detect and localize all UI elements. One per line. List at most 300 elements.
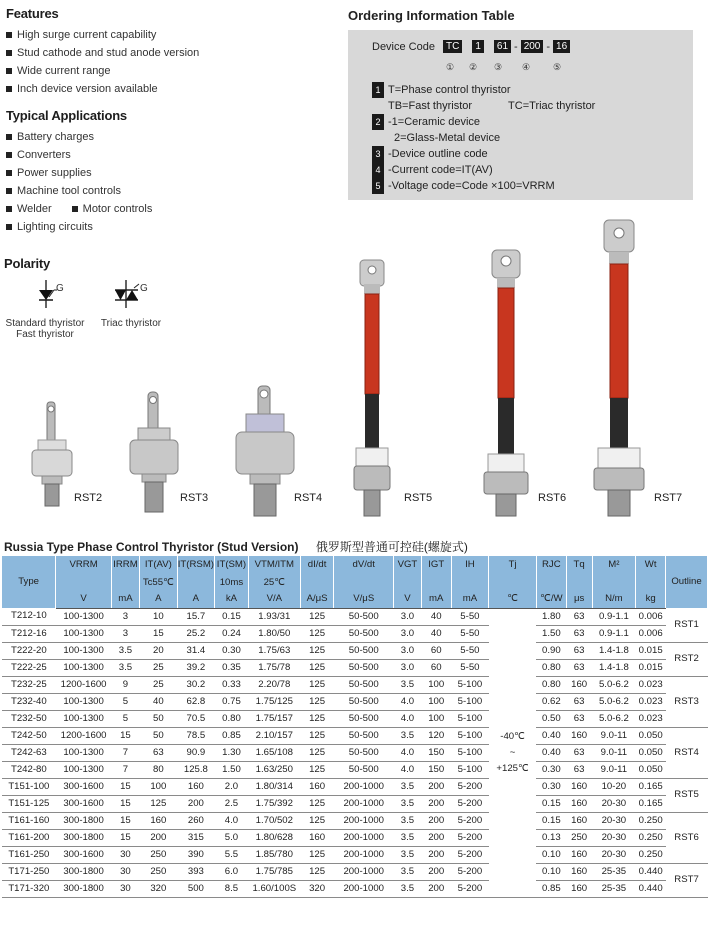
table-cell: 125 <box>300 710 334 727</box>
table-cell: 125 <box>300 693 334 710</box>
table-cell: 80 <box>139 761 177 778</box>
table-cell: 10-20 <box>592 778 636 795</box>
table-cell: 0.10 <box>536 863 566 880</box>
outline-cell: RST7 <box>666 863 708 897</box>
list-item: Power supplies <box>6 164 336 182</box>
table-row <box>2 693 708 710</box>
table-cell: 160 <box>566 880 592 897</box>
table-cell: 3.5 <box>394 863 422 880</box>
outline-cell: RST2 <box>666 642 708 676</box>
list-item: High surge current capability <box>6 26 336 44</box>
table-cell: 9 <box>111 676 139 693</box>
table-cell: 5-200 <box>451 863 489 880</box>
table-cell: 125 <box>300 744 334 761</box>
bullet-icon <box>6 134 12 140</box>
table-cell: 200 <box>421 846 451 863</box>
column-header: VTM/ITM <box>248 556 300 574</box>
table-cell: 50-500 <box>334 659 394 676</box>
table-cell: 125 <box>300 846 334 863</box>
table-cell: 20 <box>139 642 177 659</box>
table-cell: 100-1300 <box>56 659 112 676</box>
table-cell: 0.440 <box>636 863 666 880</box>
table-cell: 120 <box>421 727 451 744</box>
column-header: Wt <box>636 556 666 574</box>
table-cell: 3.5 <box>394 795 422 812</box>
applications-list <box>6 128 336 236</box>
table-cell: 15 <box>111 778 139 795</box>
table-cell: 1.30 <box>215 744 249 761</box>
table-cell: 200-1000 <box>334 863 394 880</box>
table-cell: 125 <box>300 659 334 676</box>
table-cell: 9.0-11 <box>592 744 636 761</box>
table-cell: 4.0 <box>394 693 422 710</box>
table-cell: 0.90 <box>536 642 566 659</box>
table-cell: 300-1600 <box>56 795 112 812</box>
type-header: Type <box>2 556 56 608</box>
table-cell: 100 <box>421 710 451 727</box>
list-item: Wide current range <box>6 62 336 80</box>
table-cell: 1.70/502 <box>248 812 300 829</box>
table-cell: 500 <box>177 880 214 897</box>
table-cell: 0.165 <box>636 795 666 812</box>
table-cell: 1.75/392 <box>248 795 300 812</box>
table-cell: 0.10 <box>536 846 566 863</box>
type-cell: T151-125 <box>2 795 56 812</box>
table-cell: 0.006 <box>636 625 666 642</box>
table-cell: 5.0 <box>215 829 249 846</box>
bullet-icon <box>6 206 12 212</box>
unit-header: mA <box>111 591 139 608</box>
table-cell: 0.023 <box>636 693 666 710</box>
table-cell: 50 <box>139 710 177 727</box>
legend-line: 3 -Device outline code <box>372 146 595 162</box>
list-item: Battery charges <box>6 128 336 146</box>
table-cell: 40 <box>139 693 177 710</box>
features-list <box>6 26 336 98</box>
unit-header: mA <box>421 591 451 608</box>
rst4-label: RST4 <box>294 492 323 504</box>
outline-header: Outline <box>666 556 708 608</box>
table-cell: 3.0 <box>394 642 422 659</box>
table-cell: 90.9 <box>177 744 214 761</box>
type-cell: T212-10 <box>2 608 56 625</box>
bullet-icon <box>72 206 78 212</box>
table-cell: 0.30 <box>215 642 249 659</box>
table-cell: 1.65/108 <box>248 744 300 761</box>
table-cell: 9.0-11 <box>592 727 636 744</box>
table-cell: 25 <box>139 676 177 693</box>
table-cell: 5-100 <box>451 727 489 744</box>
rst2-label: RST2 <box>74 492 103 504</box>
table-cell: 160 <box>566 778 592 795</box>
circle-number: ① <box>446 62 455 72</box>
table-cell: 1.4-1.8 <box>592 659 636 676</box>
table-cell: 15 <box>111 795 139 812</box>
table-cell: 150 <box>421 744 451 761</box>
table-cell: 39.2 <box>177 659 214 676</box>
table-cell: 125 <box>300 727 334 744</box>
table-cell: 1.63/250 <box>248 761 300 778</box>
circle-number: ③ <box>494 62 503 72</box>
table-row <box>2 880 708 897</box>
table-cell: 300-1600 <box>56 778 112 795</box>
table-cell: 0.023 <box>636 676 666 693</box>
standard-thyristor-label: Standard thyristor Fast thyristor <box>5 318 85 340</box>
table-cell: 3.5 <box>394 676 422 693</box>
table-title: Russia Type Phase Control Thyristor (Stud Version) 俄罗斯型普通可控硅(螺旋式) <box>4 540 468 554</box>
table-cell: 0.015 <box>636 642 666 659</box>
table-cell: 5-100 <box>451 710 489 727</box>
bullet-icon <box>6 50 12 56</box>
code-box: 16 <box>553 40 570 53</box>
list-item: Inch device version available <box>6 80 336 98</box>
table-cell: 100 <box>421 676 451 693</box>
table-cell: 0.165 <box>636 778 666 795</box>
type-cell: T171-250 <box>2 863 56 880</box>
table-cell: 0.15 <box>215 608 249 625</box>
outline-cell: RST1 <box>666 608 708 642</box>
table-cell: 8.5 <box>215 880 249 897</box>
table-row <box>2 710 708 727</box>
type-cell: T171-320 <box>2 880 56 897</box>
ordering-legend <box>372 82 595 194</box>
table-cell: 0.15 <box>536 812 566 829</box>
table-cell: 125 <box>300 676 334 693</box>
table-cell: 40 <box>421 608 451 625</box>
table-cell: 0.33 <box>215 676 249 693</box>
table-cell: 1.75/125 <box>248 693 300 710</box>
table-cell: 5-50 <box>451 642 489 659</box>
table-cell: 0.80 <box>215 710 249 727</box>
column-header: IRRM <box>111 556 139 574</box>
column-header: Tj <box>489 556 537 574</box>
table-cell: 100-1300 <box>56 625 112 642</box>
type-cell: T151-100 <box>2 778 56 795</box>
ordering-box <box>348 30 693 200</box>
table-cell: 4.0 <box>215 812 249 829</box>
table-cell: 78.5 <box>177 727 214 744</box>
table-cell: 300-1800 <box>56 880 112 897</box>
unit-header: V/μS <box>334 591 394 608</box>
table-cell: 62.8 <box>177 693 214 710</box>
table-cell: 1.75/63 <box>248 642 300 659</box>
table-cell: 1.85/780 <box>248 846 300 863</box>
unit-header: N/m <box>592 591 636 608</box>
unit-header: μs <box>566 591 592 608</box>
table-cell: 4.0 <box>394 744 422 761</box>
table-cell: 125 <box>300 625 334 642</box>
unit-header: mA <box>451 591 489 608</box>
table-cell: 100-1300 <box>56 608 112 625</box>
bullet-icon <box>6 188 12 194</box>
table-cell: 0.62 <box>536 693 566 710</box>
table-cell: 5-200 <box>451 795 489 812</box>
type-cell: T232-40 <box>2 693 56 710</box>
table-cell: 1.80 <box>536 608 566 625</box>
table-cell: 1.80/628 <box>248 829 300 846</box>
bullet-icon <box>6 224 12 230</box>
column-header: IGT <box>421 556 451 574</box>
table-cell: 0.13 <box>536 829 566 846</box>
type-cell: T161-250 <box>2 846 56 863</box>
table-cell: 5-50 <box>451 608 489 625</box>
table-cell: 63 <box>566 693 592 710</box>
table-row <box>2 625 708 642</box>
ordering-heading: Ordering Information Table <box>348 8 515 23</box>
table-cell: 7 <box>111 744 139 761</box>
table-cell: 15 <box>111 829 139 846</box>
bullet-icon <box>6 86 12 92</box>
code-box: 1 <box>472 40 484 53</box>
table-cell: 5-100 <box>451 744 489 761</box>
table-cell: 100-1300 <box>56 693 112 710</box>
table-cell: 320 <box>139 880 177 897</box>
table-cell: 160 <box>177 778 214 795</box>
table-cell: 3.5 <box>394 778 422 795</box>
table-cell: 1200-1600 <box>56 676 112 693</box>
table-cell: 100-1300 <box>56 744 112 761</box>
table-cell: 0.85 <box>536 880 566 897</box>
table-cell: 50-500 <box>334 727 394 744</box>
table-cell: 4.0 <box>394 761 422 778</box>
table-cell: 150 <box>421 761 451 778</box>
type-cell: T242-63 <box>2 744 56 761</box>
table-cell: 1.4-1.8 <box>592 642 636 659</box>
table-cell: 20-30 <box>592 795 636 812</box>
unit-header: V <box>394 591 422 608</box>
polarity-heading: Polarity <box>4 256 51 271</box>
column-header: VRRM <box>56 556 112 574</box>
table-cell: 63 <box>566 625 592 642</box>
table-cell: 200 <box>421 880 451 897</box>
unit-header: kg <box>636 591 666 608</box>
table-cell: 50-500 <box>334 642 394 659</box>
table-cell: 5-200 <box>451 778 489 795</box>
table-cell: 0.050 <box>636 727 666 744</box>
table-cell: 160 <box>566 727 592 744</box>
table-cell: 0.9-1.1 <box>592 608 636 625</box>
list-item: Machine tool controls <box>6 182 336 200</box>
table-cell: 0.35 <box>215 659 249 676</box>
table-cell: 30 <box>111 880 139 897</box>
table-cell: 63 <box>566 642 592 659</box>
unit-header: A <box>177 591 214 608</box>
table-cell: 3 <box>111 608 139 625</box>
table-row <box>2 642 708 659</box>
table-cell: 0.30 <box>536 778 566 795</box>
bullet-icon <box>6 170 12 176</box>
table-cell: 2.0 <box>215 778 249 795</box>
unit-header: A/μS <box>300 591 334 608</box>
table-cell: 320 <box>300 880 334 897</box>
left-column <box>6 6 336 236</box>
table-cell: 5-50 <box>451 625 489 642</box>
outline-cell: RST3 <box>666 676 708 727</box>
table-cell: 5-100 <box>451 693 489 710</box>
device-code-row: Device Code TC 1 61 - 200 - 16 <box>372 40 572 53</box>
table-cell: 0.250 <box>636 812 666 829</box>
outline-cell: RST6 <box>666 812 708 863</box>
table-cell: 5.0-6.2 <box>592 710 636 727</box>
table-cell: 5.0-6.2 <box>592 676 636 693</box>
table-cell: 30 <box>111 863 139 880</box>
table-row <box>2 608 708 625</box>
features-heading: Features <box>6 6 59 21</box>
rst3-label: RST3 <box>180 492 209 504</box>
bullet-icon <box>6 68 12 74</box>
rst6-device-image <box>480 248 536 520</box>
table-cell: 2.5 <box>215 795 249 812</box>
table-cell: 1.75/78 <box>248 659 300 676</box>
code-box: TC <box>443 40 462 53</box>
table-cell: 1.75/785 <box>248 863 300 880</box>
polarity-section <box>4 256 204 346</box>
outline-cell: RST5 <box>666 778 708 812</box>
table-cell: 9.0-11 <box>592 761 636 778</box>
table-cell: 60 <box>421 659 451 676</box>
table-cell: 20-30 <box>592 812 636 829</box>
table-row <box>2 846 708 863</box>
unit-header: V <box>56 591 112 608</box>
type-cell: T232-50 <box>2 710 56 727</box>
table-cell: 5.5 <box>215 846 249 863</box>
table-cell: 3.5 <box>111 659 139 676</box>
table-cell: 200 <box>421 778 451 795</box>
table-cell: 160 <box>566 846 592 863</box>
rst4-device-image <box>232 384 298 520</box>
table-row <box>2 727 708 744</box>
table-cell: 0.85 <box>215 727 249 744</box>
table-cell: 1.50 <box>215 761 249 778</box>
table-cell: 5-50 <box>451 659 489 676</box>
table-cell: 63 <box>566 608 592 625</box>
triac-thyristor-label: Triac thyristor <box>100 318 162 329</box>
table-cell: 60 <box>421 642 451 659</box>
table-cell: 25.2 <box>177 625 214 642</box>
table-cell: 0.75 <box>215 693 249 710</box>
table-cell: 0.250 <box>636 829 666 846</box>
table-cell: 160 <box>300 829 334 846</box>
table-cell: 0.050 <box>636 744 666 761</box>
table-cell: 160 <box>139 812 177 829</box>
table-cell: 200-1000 <box>334 812 394 829</box>
table-cell: 25-35 <box>592 863 636 880</box>
table-cell: 6.0 <box>215 863 249 880</box>
table-cell: 1.60/100S <box>248 880 300 897</box>
rst3-device-image <box>126 390 182 518</box>
table-cell: 7 <box>111 761 139 778</box>
table-cell: 200 <box>421 812 451 829</box>
table-cell: 100-1300 <box>56 710 112 727</box>
type-cell: T212-16 <box>2 625 56 642</box>
table-cell: 260 <box>177 812 214 829</box>
table-cell: 315 <box>177 829 214 846</box>
table-cell: 160 <box>566 795 592 812</box>
column-header: IH <box>451 556 489 574</box>
table-row <box>2 676 708 693</box>
rst5-device-image <box>350 258 398 520</box>
table-cell: 1.80/314 <box>248 778 300 795</box>
table-cell: 1.50 <box>536 625 566 642</box>
table-cell: 5-200 <box>451 829 489 846</box>
condition-header: 25℃ <box>248 574 300 591</box>
table-cell: 0.15 <box>536 795 566 812</box>
type-cell: T161-160 <box>2 812 56 829</box>
list-item: Welder Motor controls <box>6 200 336 218</box>
legend-line: TB=Fast thyristor TC=Triac thyristor <box>388 100 596 112</box>
table-cell: 5-200 <box>451 846 489 863</box>
table-cell: 200-1000 <box>334 829 394 846</box>
table-cell: 3.0 <box>394 625 422 642</box>
table-cell: 160 <box>566 676 592 693</box>
column-header: M² <box>592 556 636 574</box>
spec-table <box>2 556 708 898</box>
table-cell: 30.2 <box>177 676 214 693</box>
table-cell: 5 <box>111 693 139 710</box>
table-cell: 63 <box>566 710 592 727</box>
table-row <box>2 829 708 846</box>
table-cell: 160 <box>566 812 592 829</box>
type-cell: T222-20 <box>2 642 56 659</box>
table-cell: 300-1800 <box>56 863 112 880</box>
column-header: dV/dt <box>334 556 394 574</box>
table-cell: 25-35 <box>592 880 636 897</box>
table-cell: 0.80 <box>536 676 566 693</box>
type-cell: T161-200 <box>2 829 56 846</box>
unit-header: kA <box>215 591 249 608</box>
table-cell: 0.80 <box>536 659 566 676</box>
unit-header: A <box>139 591 177 608</box>
table-cell: 393 <box>177 863 214 880</box>
table-cell: 250 <box>566 829 592 846</box>
table-cell: 200 <box>177 795 214 812</box>
list-item: Converters <box>6 146 336 164</box>
table-cell: 390 <box>177 846 214 863</box>
table-cell: 250 <box>139 846 177 863</box>
table-cell: 200-1000 <box>334 846 394 863</box>
column-header: IT(SM) <box>215 556 249 574</box>
table-cell: 2.10/157 <box>248 727 300 744</box>
column-header: IT(RSM) <box>177 556 214 574</box>
table-cell: 50-500 <box>334 710 394 727</box>
table-cell: 63 <box>566 659 592 676</box>
table-cell: 0.015 <box>636 659 666 676</box>
table-cell: 200-1000 <box>334 880 394 897</box>
column-header: VGT <box>394 556 422 574</box>
table-cell: 125 <box>300 761 334 778</box>
table-cell: 4.0 <box>394 710 422 727</box>
column-header: IT(AV) <box>139 556 177 574</box>
table-cell: 250 <box>139 863 177 880</box>
table-cell: 0.006 <box>636 608 666 625</box>
table-cell: 50-500 <box>334 761 394 778</box>
table-cell: 50-500 <box>334 693 394 710</box>
table-cell: 5-200 <box>451 880 489 897</box>
gate-label: G <box>56 283 64 294</box>
table-cell: 3.0 <box>394 608 422 625</box>
table-cell: 3.5 <box>394 727 422 744</box>
table-cell: 200-1000 <box>334 778 394 795</box>
table-cell: 100 <box>421 693 451 710</box>
legend-line: 2=Glass-Metal device <box>394 132 501 144</box>
legend-line: 2 -1=Ceramic device <box>372 114 595 130</box>
table-cell: 5 <box>111 710 139 727</box>
table-cell: 5.0-6.2 <box>592 693 636 710</box>
legend-line: 5 -Voltage code=Code ×100=VRRM <box>372 178 595 194</box>
table-cell: 100 <box>139 778 177 795</box>
table-cell: 200 <box>421 863 451 880</box>
table-row <box>2 659 708 676</box>
